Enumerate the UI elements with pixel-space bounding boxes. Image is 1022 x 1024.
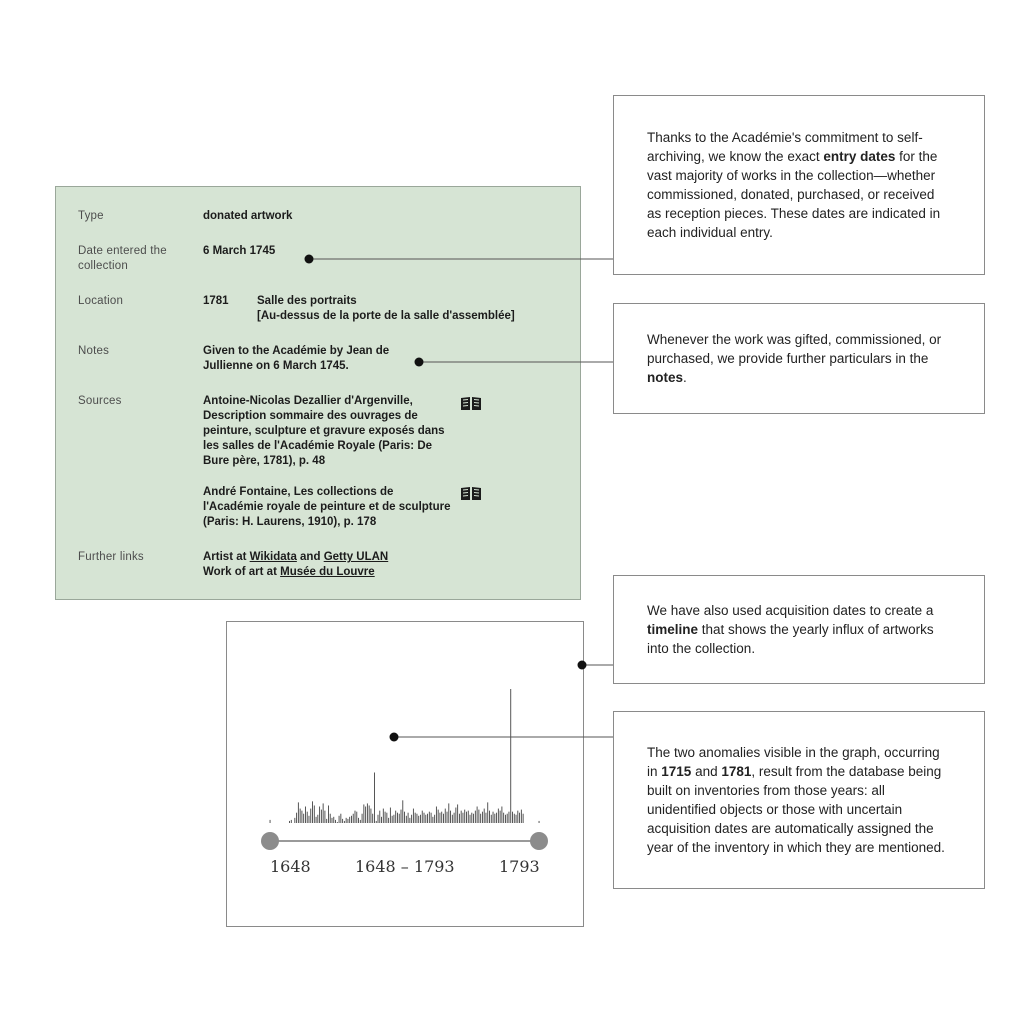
timeline-bar [475, 811, 476, 823]
timeline-bar [356, 812, 357, 823]
timeline-bar [372, 814, 373, 823]
timeline-bar [309, 816, 310, 823]
timeline-bar [300, 809, 301, 823]
timeline-bar [505, 815, 506, 823]
timeline-bar [307, 812, 308, 823]
timeline-bar [470, 815, 471, 823]
range-start-handle[interactable] [261, 832, 279, 850]
timeline-bar [498, 809, 499, 823]
date-value: 6 March 1745 [203, 245, 276, 257]
timeline-bar [418, 816, 419, 823]
timeline-bar [378, 815, 379, 823]
timeline-bar [363, 804, 364, 823]
timeline-bar [381, 817, 382, 823]
timeline-bar [303, 814, 304, 823]
timeline-chart [227, 622, 583, 926]
timeline-bar [353, 814, 354, 823]
source-1: Antoine-Nicolas Dezallier d'Argenville, Description sommaire des ouvrages de peinture, sculpture et gravure exposés dans les salles de l'Académie Royale (Paris: De Bure père, 1781), p. 48 [203, 395, 445, 467]
timeline-bar [294, 818, 295, 823]
timeline-bar [399, 814, 400, 823]
timeline-bar [466, 812, 467, 823]
getty-ulan-link[interactable]: Getty ULAN [323, 551, 389, 563]
type-value: donated artwork [203, 210, 293, 222]
callout-text: , result from the database being built on inventories from those years: all unidentified objects or those with uncertain acquisition dates are automatically assigned the year of the inventory in which they are mentioned. [647, 764, 945, 855]
source-2: André Fontaine, Les collections de l'Académie royale de peinture et de sculpture (Paris: H. Laurens, 1910), p. 178 [203, 486, 451, 528]
timeline-bar [447, 812, 448, 823]
timeline-bar [450, 811, 451, 823]
timeline-bar [301, 811, 302, 823]
callout-notes [613, 303, 985, 414]
timeline-bar [349, 817, 350, 823]
callout-emphasis: 1715 [661, 764, 692, 779]
timeline-bar [493, 812, 494, 823]
callout-text: that shows the yearly influx of artworks into the collection. [647, 622, 934, 656]
timeline-bar [314, 805, 315, 823]
callout-text: . [683, 370, 687, 385]
wikidata-link[interactable]: Wikidata [249, 551, 297, 563]
timeline-bar [455, 808, 456, 823]
timeline-bar [337, 822, 338, 823]
timeline-bar [339, 816, 340, 823]
timeline-bar [298, 802, 299, 823]
timeline-bar [489, 811, 490, 823]
links-and: and [296, 551, 324, 563]
callout-emphasis: timeline [647, 622, 699, 637]
range-end-handle[interactable] [530, 832, 548, 850]
notes-value: Given to the Académie by Jean de Jullienne on 6 March 1745. [203, 345, 390, 372]
timeline-bar [386, 813, 387, 823]
callout-text: Whenever the work was gifted, commissioned, or purchased, we provide further particulars in the [647, 332, 942, 366]
callout-emphasis: entry dates [823, 149, 896, 164]
timeline-bar [457, 804, 458, 823]
timeline-bar [401, 810, 402, 823]
timeline-bar [291, 820, 292, 823]
timeline-bar [289, 821, 290, 823]
timeline-bar [459, 814, 460, 823]
timeline-bar [461, 811, 462, 823]
timeline-bar [358, 818, 359, 823]
timeline-bar [340, 814, 341, 823]
timeline-bar [500, 811, 501, 823]
open-book-icon[interactable] [460, 396, 482, 411]
timeline-bar [395, 811, 396, 823]
callout-text: The two anomalies visible in the graph, occurring in [647, 745, 940, 779]
timeline-bar [441, 812, 442, 823]
timeline-bar [424, 813, 425, 823]
timeline-bar [445, 809, 446, 823]
timeline-bar [326, 819, 327, 823]
timeline-bar [393, 815, 394, 823]
range-end-label: 1793 [499, 857, 540, 876]
timeline-bar [491, 815, 492, 823]
timeline-bar [335, 820, 336, 823]
links-prefix-2: Work of art at [203, 566, 281, 578]
timeline-bar [411, 815, 412, 823]
timeline-bar [443, 814, 444, 823]
links-line-1 [203, 550, 388, 565]
timeline-bar [332, 818, 333, 823]
timeline-bar [463, 813, 464, 823]
timeline-bar [323, 803, 324, 823]
timeline-bar [471, 813, 472, 823]
timeline-bar [422, 811, 423, 823]
timeline-bar [516, 815, 517, 823]
location-detail: [Au-dessus de la porte de la salle d'assemblée] [257, 310, 515, 322]
location-year: 1781 [203, 295, 229, 307]
timeline-bar [510, 689, 511, 823]
timeline-bar [427, 814, 428, 823]
range-value-label: 1648 – 1793 [355, 857, 455, 876]
timeline-bar [434, 815, 435, 823]
timeline-bar [438, 810, 439, 823]
timeline-bar [312, 801, 313, 823]
timeline-bar [416, 814, 417, 823]
louvre-link[interactable]: Musée du Louvre [280, 566, 375, 578]
date-label: Date entered the collection [78, 245, 167, 272]
timeline-bar [402, 800, 403, 823]
timeline-bar [324, 811, 325, 823]
timeline-bar [473, 814, 474, 823]
timeline-bar [383, 809, 384, 823]
timeline-bar [397, 813, 398, 823]
timeline-bar [503, 813, 504, 823]
timeline-bar [367, 803, 368, 823]
links-label: Further links [78, 551, 144, 563]
timeline-widget [226, 621, 584, 927]
callout-text: Thanks to the Académie's commitment to self-archiving, we know the exact [647, 130, 923, 164]
callout-timeline [613, 575, 985, 684]
callout-text: and [691, 764, 722, 779]
timeline-bar [509, 812, 510, 823]
location-label: Location [78, 295, 124, 307]
range-start-label: 1648 [270, 857, 311, 876]
timeline-bar [328, 805, 329, 823]
callout-emphasis: notes [647, 370, 684, 385]
timeline-bar [374, 772, 375, 823]
timeline-bar [468, 811, 469, 823]
timeline-bar [360, 820, 361, 823]
callout-emphasis: 1781 [721, 764, 752, 779]
timeline-bar [344, 821, 345, 823]
links-prefix: Artist at [203, 551, 250, 563]
timeline-bar [494, 814, 495, 823]
location-room: Salle des portraits [257, 295, 357, 307]
timeline-bar [347, 819, 348, 823]
timeline-bar [379, 811, 380, 823]
timeline-bar [370, 809, 371, 823]
type-label: Type [78, 210, 104, 222]
timeline-bar [388, 818, 389, 823]
links-line-2 [203, 565, 375, 580]
timeline-bar [507, 814, 508, 823]
timeline-bar [448, 803, 449, 823]
timeline-bar [452, 815, 453, 823]
timeline-bar [316, 817, 317, 823]
timeline-bar [487, 802, 488, 823]
callout-anomalies [613, 711, 985, 889]
record-card [55, 186, 581, 600]
timeline-bar [376, 821, 377, 823]
open-book-icon[interactable] [460, 486, 482, 501]
timeline-bar [521, 810, 522, 823]
timeline-bar [496, 813, 497, 823]
timeline-bar [413, 809, 414, 823]
timeline-bar [351, 816, 352, 823]
timeline-bar [454, 813, 455, 823]
timeline-bar [477, 807, 478, 823]
timeline-bar [404, 812, 405, 823]
timeline-bar [369, 805, 370, 823]
sources-label: Sources [78, 395, 122, 407]
timeline-bar [390, 808, 391, 823]
timeline-bar [484, 809, 485, 823]
timeline-bar [482, 812, 483, 823]
timeline-bar [409, 818, 410, 823]
timeline-bar [362, 814, 363, 823]
timeline-bar [305, 807, 306, 823]
timeline-bar [355, 811, 356, 823]
timeline-bar [310, 809, 311, 823]
timeline-bar [346, 818, 347, 823]
timeline-bar [406, 816, 407, 823]
timeline-bar [432, 817, 433, 823]
timeline-bar [420, 815, 421, 823]
timeline-bar [539, 821, 540, 823]
timeline-bar [333, 817, 334, 823]
timeline-bar [385, 812, 386, 823]
timeline-bar [317, 815, 318, 823]
timeline-bar [392, 816, 393, 823]
timeline-bar [478, 810, 479, 823]
timeline-bar [431, 813, 432, 823]
timeline-bar [408, 813, 409, 823]
timeline-bar [464, 810, 465, 823]
timeline-bar [512, 812, 513, 823]
timeline-bar [517, 811, 518, 823]
callout-text: We have also used acquisition dates to create a [647, 603, 934, 618]
timeline-bar [439, 813, 440, 823]
callout-entry-dates [613, 95, 985, 275]
timeline-bar [523, 814, 524, 823]
timeline-bar [480, 814, 481, 823]
notes-label: Notes [78, 345, 110, 357]
callout-text: for the vast majority of works in the collection—whether commissioned, donated, purchased, or received as reception pieces. These dates are indicated in each individual entry. [647, 149, 941, 240]
timeline-bar [514, 814, 515, 823]
timeline-bar [436, 807, 437, 823]
timeline-bar [342, 819, 343, 823]
timeline-bar [365, 807, 366, 823]
timeline-bar [501, 807, 502, 823]
timeline-bar [270, 820, 271, 823]
timeline-bar [296, 813, 297, 823]
timeline-bar [415, 813, 416, 823]
timeline-bar [486, 813, 487, 823]
timeline-bar [330, 814, 331, 823]
timeline-bar [321, 810, 322, 823]
timeline-bar [429, 812, 430, 823]
timeline-bar [519, 813, 520, 823]
timeline-bar [319, 807, 320, 823]
timeline-bar [425, 815, 426, 823]
